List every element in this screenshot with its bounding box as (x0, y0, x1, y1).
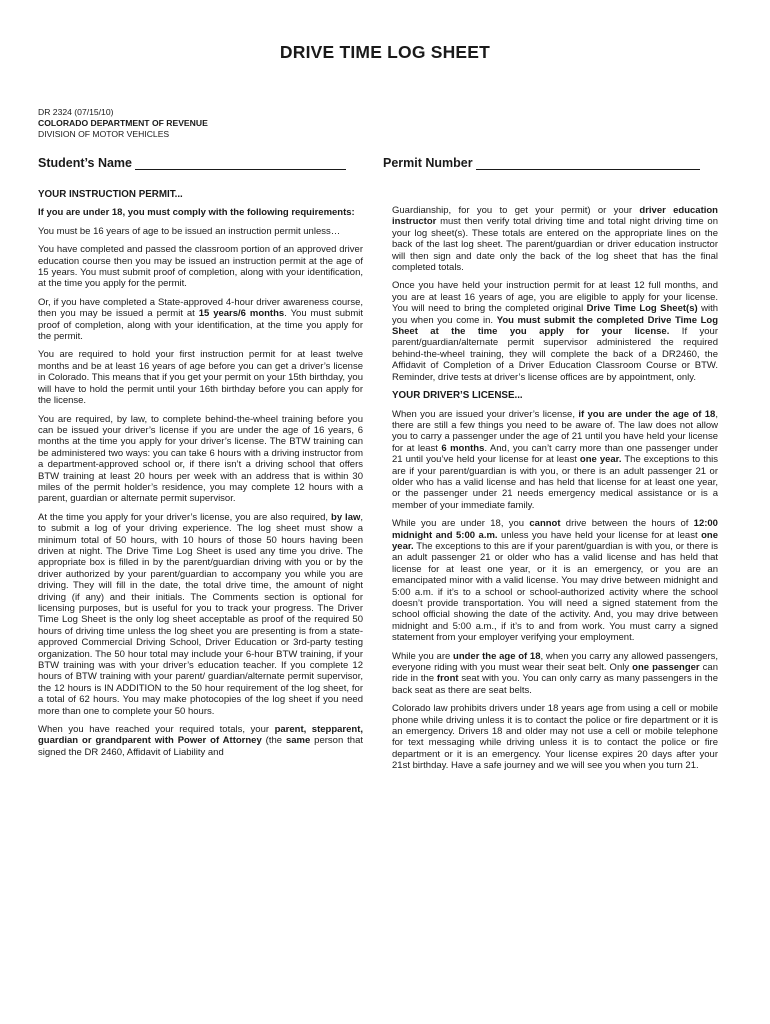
permit-number-label: Permit Number (383, 156, 473, 170)
instruction-permit-heading: YOUR INSTRUCTION PERMIT... (38, 189, 183, 200)
drivers-license-heading: YOUR DRIVER’S LICENSE... (392, 390, 523, 402)
paragraph: You must be 16 years of age to be issued an instruction permit unless… (38, 225, 341, 237)
form-code: DR 2324 (07/15/10) (38, 107, 114, 117)
right-column (392, 205, 718, 779)
department-name: COLORADO DEPARTMENT OF REVENUE (38, 118, 208, 128)
paragraph: While you are under 18, you cannot drive between the hours of 12:00 midnight and 5:00 a.m. unless you have held your license for at least one year. The exceptions to this are if your parent/guardian is with you, or there is an adult passenger 21 or older who has a valid license and has held that license for at least one year, or it is an emergency, or you are an emancipated minor with a valid license. You may drive between midnight and 5:00 a.m. if it’s to a school or school-authorized activity where the school doesn’t provide transportation. You will need a signed statement from the school official showing the date of the activity. And, you may drive between midnight and 5:00 a.m., if it’s to and from work. You must carry a signed statement from your employer verifying your employment. (392, 518, 718, 644)
permit-number-field (383, 156, 700, 170)
left-column (38, 189, 363, 765)
paragraph: Colorado law prohibits drivers under 18 years age from using a cell or mobile phone while driving unless it is to contact the police or fire department or it is an emergency. Drivers 18 and older may not use a cell or mobile telephone for text messaging while driving unless it is to contact the police or fire department or it is an emergency. Your license expires 20 days after your 21st birthday. Have a safe journey and we will see you when you turn 21. (392, 703, 718, 772)
page-title: DRIVE TIME LOG SHEET (279, 42, 491, 62)
student-name-line[interactable] (135, 156, 346, 170)
paragraph: Guardianship, for you to get your permit) or your driver education instructor must then verify total driving time and total night driving time on your log sheet(s). These totals are entered on the appropriate lines on the back of the last log sheet. The parent/guardian or driver education instructor will then sign and date only the back of the log sheet that has the final completed totals. (392, 205, 718, 274)
paragraph: If you are under 18, you must comply with the following requirements: (38, 207, 355, 219)
paragraph: While you are under the age of 18, when you carry any allowed passengers, everyone riding with you must wear their seat belt. Only one passenger can ride in the front seat with you. You can only carry as many passengers in the back seat as there are seat belts. (392, 650, 718, 696)
paragraph: You are required, by law, to complete behind-the-wheel training before you can be issued your driver’s license if you are under the age of 16 years, 6 months at the time you apply for your driver’s license. The BTW training can be administered two ways: you can take 6 hours with a driving instructor from a department-approved school or, if there isn’t a driving school that offers BTW training at least 20 hours per week with an address that is within 30 miles of the permit holder’s residence, you may complete 12 hours with a parent, guardian or alternate permit supervisor. (38, 413, 363, 505)
paragraph: Or, if you have completed a State-approved 4-hour driver awareness course, then you may be issued a permit at 15 years/6 months. You must submit proof of completion, along with your identification, at the time you apply for the permit. (38, 296, 364, 343)
permit-number-line[interactable] (476, 156, 700, 170)
paragraph: Once you have held your instruction permit for at least 12 full months, and you are at least 16 years of age, you are eligible to apply for your license. You will need to bring the completed original Drive Time Log Sheet(s) with you when you come in. You must submit the completed Drive Time Log Sheet at the time you apply for your license. If your parent/guardian/alternate permit supervisor administered the required behind-the-wheel training, they will complete the back of a DR2460, the Affidavit of Completion of a Driver Education Classroom Course or BTW. Reminder, drive tests at driver’s license offices are by appointment, only. (392, 280, 718, 383)
paragraph: You have completed and passed the classroom portion of an approved driver education course then you may be issued an instruction permit at the age of 15 years. You must submit proof of completion, along with your identification, at the time you apply for the permit. (38, 244, 363, 290)
division-name: DIVISION OF MOTOR VEHICLES (38, 129, 170, 139)
paragraph: You are required to hold your first instruction permit for at least twelve months and be at least 16 years of age before you can get a driver’s license in Colorado. This means that if you get your permit on your 15th birthday, you will have to hold the permit until your 16th birthday before you can apply for the license. (38, 349, 363, 407)
student-name-label: Student’s Name (38, 156, 133, 170)
paragraph: At the time you apply for your driver’s license, you are also required, by law, to submit a log of your driving experience. The log sheet must show a minimum total of 50 hours, with 10 hours of those 50 hours having been driven at night. The Drive Time Log Sheet is used any time you drive. The appropriate box is filled in by the parent/guardian driving with you or by the driver authorized by your parent/guardian to accompany you while you are driving. They will fill in the date, the total drive time, the amount of night driving (if any) and their initials. The Comments section is optional for licensing purposes, but is useful for you to track your progress. The Driver Time Log Sheet is the only log sheet acceptable as proof of the required 50 hours of driving time unless the log sheet you are presenting is from a state-approved Commercial Driving School, Driver Education or 3rd-party testing organization. The 50 hour total may include your 6-hour BTW training, if your BTW training was with your driver’s education teacher. If you complete 12 hours of BTW training with your parent/ guardian/alternate permit supervisor, the 12 hours is IN ADDITION to the 50 hour requirement of the log sheet, for a total of 62 hours. You may make photocopies of the log sheet if you need more than one to complete your 50 hours. (38, 511, 364, 717)
form-header (38, 107, 208, 140)
paragraph: When you are issued your driver’s license, if you are under the age of 18, there are still a few things you need to be aware of. The law does not allow you to carry a passenger under the age of 21 until you have held your license for at least 6 months. And, you can’t carry more than one passenger under 21 until you’ve held your license for at least one year. The exceptions to this are if your parent/guardian is with you, or there is an adult passenger 21 or older who has a valid license and has held that license for at least one year, or the passenger under 21 needs emergency medical assistance or is a member of your immediate family. (392, 408, 718, 511)
student-name-field (38, 156, 346, 170)
paragraph: When you have reached your required totals, your parent, stepparent, guardian or grandparent with Power of Attorney (the same person that signed the DR 2460, Affidavit of Liability and (38, 724, 363, 758)
